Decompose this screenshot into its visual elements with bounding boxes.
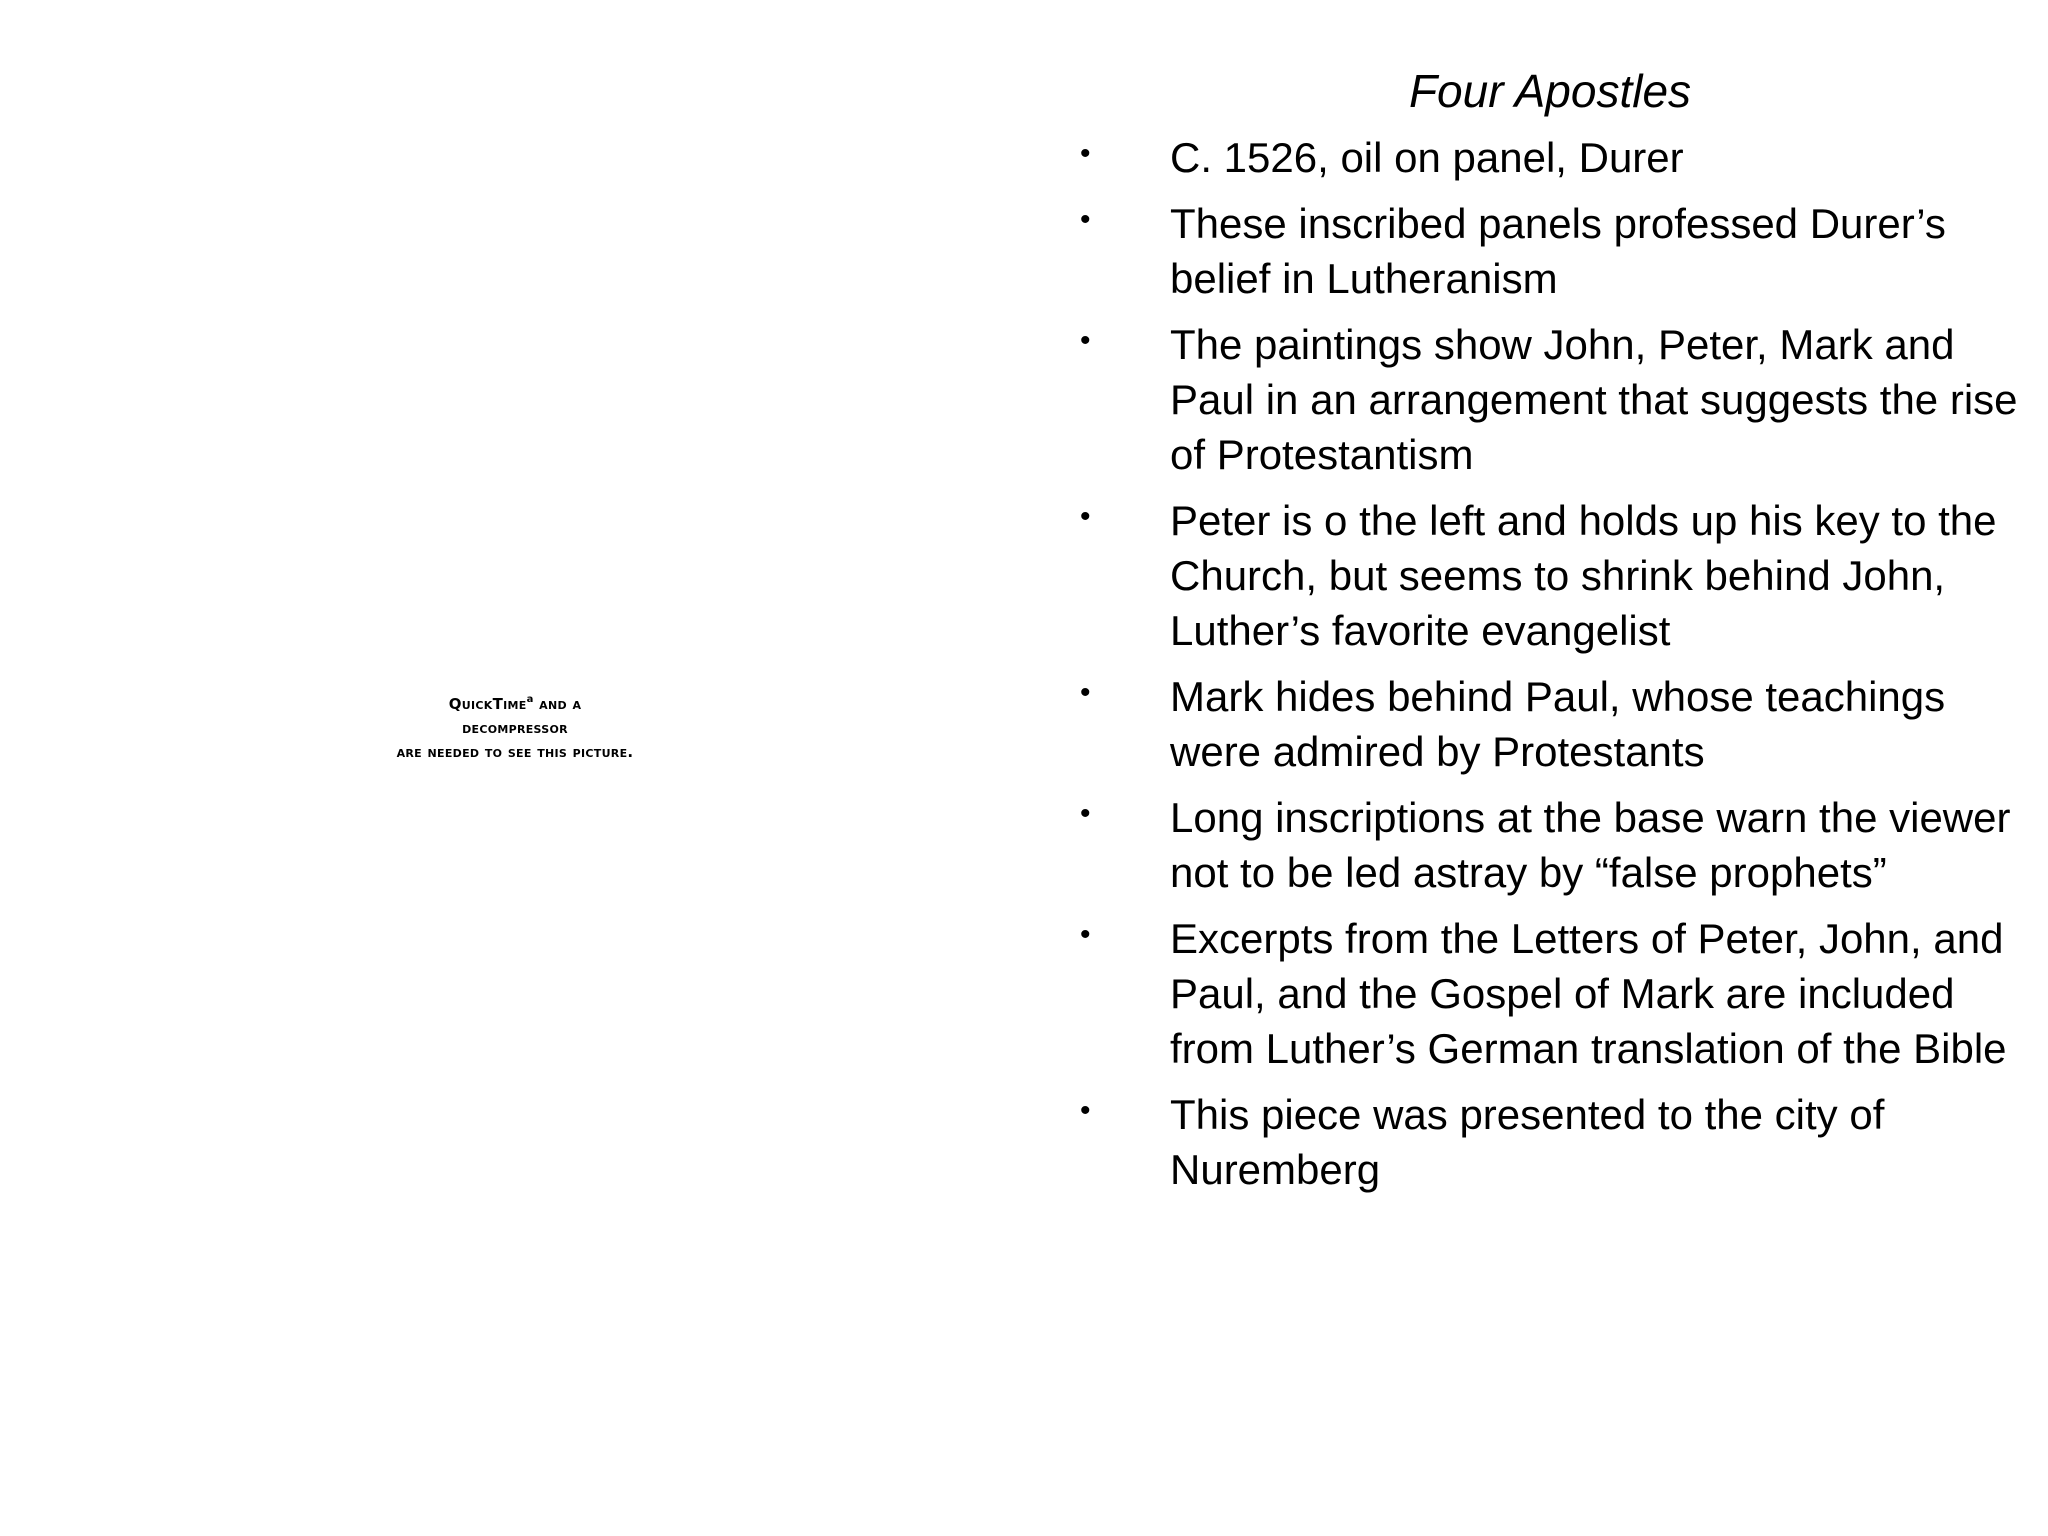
bullet-list	[1080, 130, 2020, 1208]
bullet-item	[1080, 790, 2020, 900]
bullet-text: Long inscriptions at the base warn the viewer not to be led astray by “false prophets”	[1170, 794, 2011, 896]
placeholder-superscript: a	[526, 694, 534, 705]
bullet-dot: •	[1080, 1094, 1091, 1127]
bullet-dot: •	[1080, 918, 1091, 951]
bullet-dot: •	[1080, 137, 1091, 170]
placeholder-line-3: are needed to see this picture.	[396, 743, 634, 761]
bullet-item	[1080, 317, 2020, 482]
bullet-text: Excerpts from the Letters of Peter, John, and Paul, and the Gospel of Mark are included from Luther’s German translation of the Bible	[1170, 915, 2007, 1072]
bullet-text: C. 1526, oil on panel, Durer	[1170, 134, 1684, 181]
placeholder-and-a-text: and a	[533, 695, 582, 713]
bullet-item	[1080, 493, 2020, 658]
placeholder-line-1	[360, 688, 670, 716]
placeholder-quicktime-text: QuickTime	[448, 695, 527, 713]
bullet-dot: •	[1080, 676, 1091, 709]
bullet-item	[1080, 196, 2020, 306]
bullet-text: This piece was presented to the city of Nuremberg	[1170, 1091, 1885, 1193]
bullet-text: Mark hides behind Paul, whose teachings were admired by Protestants	[1170, 673, 1946, 775]
bullet-item	[1080, 130, 2020, 185]
quicktime-placeholder	[360, 688, 670, 764]
bullet-dot: •	[1080, 324, 1091, 357]
bullet-item	[1080, 669, 2020, 779]
bullet-item	[1080, 1087, 2020, 1197]
bullet-dot: •	[1080, 797, 1091, 830]
placeholder-line-2: decompressor	[462, 719, 568, 737]
bullet-text: Peter is o the left and holds up his key to the Church, but seems to shrink behind John, Luther’s favorite evangelist	[1170, 497, 1997, 654]
bullet-dot: •	[1080, 500, 1091, 533]
bullet-dot: •	[1080, 203, 1091, 236]
bullet-text: These inscribed panels professed Durer’s belief in Lutheranism	[1170, 200, 1946, 302]
bullet-item	[1080, 911, 2020, 1076]
bullet-text: The paintings show John, Peter, Mark and Paul in an arrangement that suggests the rise of Protestantism	[1170, 321, 2018, 478]
slide-title: Four Apostles	[1408, 65, 1692, 117]
